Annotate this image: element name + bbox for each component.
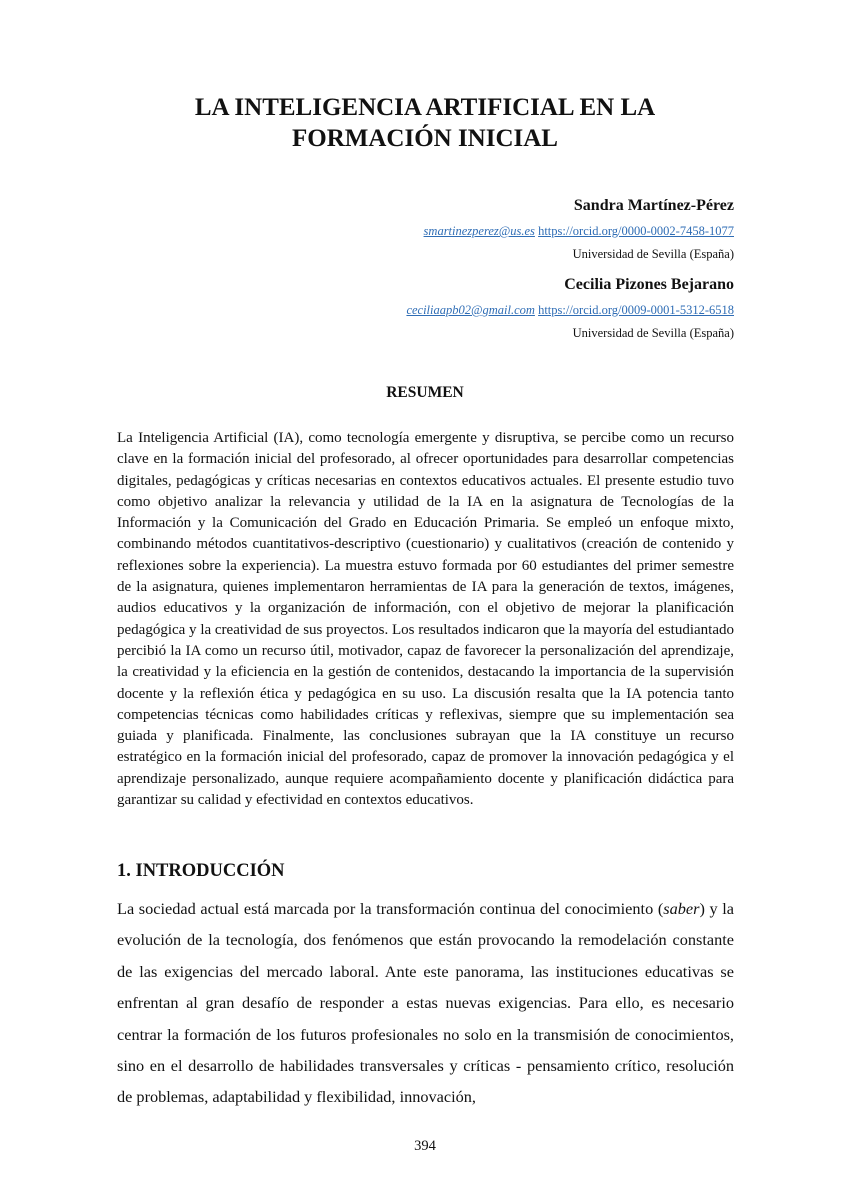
- introduction-text: [117, 893, 734, 1113]
- intro-text-part-1: La sociedad actual está marcada por la transformación continua del conocimiento (: [117, 899, 664, 918]
- author-name: Cecilia Pizones Bejarano: [564, 276, 734, 293]
- author-affiliation: Universidad de Sevilla (España): [572, 326, 734, 340]
- intro-text-italic: saber: [663, 899, 700, 918]
- page-number: 394: [414, 1138, 436, 1154]
- author-name: Sandra Martínez-Pérez: [573, 197, 734, 214]
- author-email-link[interactable]: smartinezperez@us.es: [423, 224, 535, 238]
- author-orcid-link[interactable]: https://orcid.org/0000-0002-7458-1077: [538, 224, 734, 238]
- author-affiliation: Universidad de Sevilla (España): [572, 247, 734, 261]
- author-2: [174, 275, 734, 342]
- paper-title: [100, 92, 750, 154]
- abstract-heading: RESUMEN: [386, 384, 464, 401]
- intro-text-part-2: ) y la evolución de la tecnología, dos fenómenos que están provocando la remodelación constante de las exigencias del mercado laboral. Ante este panorama, las instituciones educativas se enfrentan al gran desafío de responder a estas nuevas exigencias. Para ello, es necesario centrar la formación de los futuros profesionales no solo en la transmisión de conocimientos, sino en el desarrollo de habilidades transversales y críticas - pensamiento crítico, resolución de problemas, adaptabilidad y flexibilidad, innovación,: [117, 899, 735, 1107]
- author-orcid-link[interactable]: https://orcid.org/0009-0001-5312-6518: [538, 303, 734, 317]
- title-line-1: LA INTELIGENCIA ARTIFICIAL EN LA: [194, 94, 656, 121]
- introduction-heading: 1. INTRODUCCIÓN: [117, 861, 285, 881]
- abstract-text: La Inteligencia Artificial (IA), como tecnología emergente y disruptiva, se percibe como un recurso clave en la formación inicial del profesorado, al ofrecer oportunidades para desarrollar competencias digitales, pedagógicas y críticas necesarias en contextos educativos actuales. El presente estudio tuvo como objetivo analizar la relevancia y utilidad de la IA en la asignatura de Tecnologías de la Información y la Comunicación del Grado en Educación Primaria. Se empleó un enfoque mixto, combinando métodos cuantitativos-descriptivo (cuestionario) y cualitativos (creación de contenido y reflexiones sobre la experiencia). La muestra estuvo formada por 60 estudiantes del primer semestre de la asignatura, quienes implementaron herramientas de IA para la generación de textos, imágenes, audios educativos y la organización de información, con el objetivo de mejorar la planificación pedagógica y la creatividad de sus proyectos. Los resultados indicaron que la mayoría del estudiantado percibió la IA como un recurso útil, motivador, capaz de favorecer la personalización del aprendizaje, la creatividad y la eficiencia en la gestión de contenidos, destacando la importancia de la supervisión docente y la reflexión ética y pedagógica en su uso. La discusión resalta que la IA potencia tanto competencias técnicas como habilidades críticas y reflexivas, siempre que su implementación sea guiada y planificada. Finalmente, las conclusiones subrayan que la IA constituye un recurso estratégico en la formación inicial del profesorado, capaz de promover la innovación pedagógica y el aprendizaje personalizado, aunque requiere acompañamiento docente y planificación didáctica para garantizar su calidad y efectividad en contextos educativos.: [117, 430, 734, 809]
- title-line-2: FORMACIÓN INICIAL: [292, 125, 558, 152]
- author-links: [174, 301, 734, 319]
- author-email-link[interactable]: ceciliaapb02@gmail.com: [406, 303, 535, 317]
- author-links: [174, 222, 734, 240]
- author-1: [174, 196, 734, 263]
